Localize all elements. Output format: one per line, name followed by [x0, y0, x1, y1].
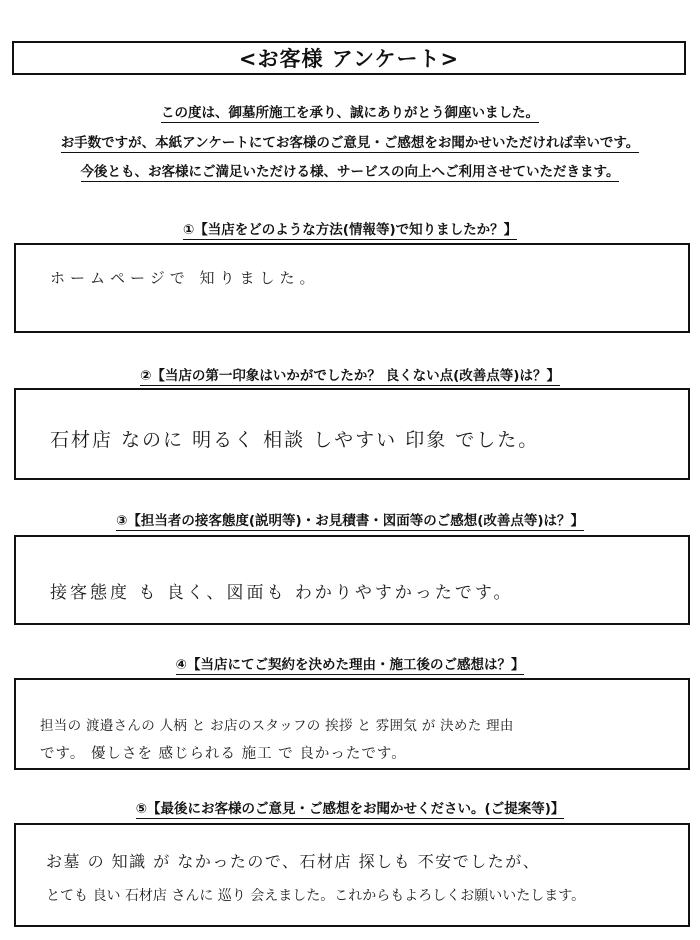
question-1-label [0, 221, 700, 239]
intro-text-3: 今後とも、お客様にご満足いただける様、サービスの向上へご利用させていただきます。 [80, 164, 620, 180]
answer-box-1 [14, 243, 690, 333]
intro-text-2: お手数ですが、本紙アンケートにてお客様のご意見・ご感想をお聞かせいただければ幸いです。 [60, 135, 640, 151]
intro-text-1: この度は、御墓所施工を承り、誠にありがとう御座いました。 [161, 105, 539, 121]
answer-box-2 [14, 388, 690, 480]
question-5-label [0, 800, 700, 818]
answer-box-5 [14, 823, 690, 927]
answer-4-line-1: 担当の 渡邉さんの 人柄 と お店のスタッフの 挨拶 と 雰囲気 が 決めた 理由 [40, 718, 514, 734]
answer-box-4 [14, 678, 690, 770]
answer-4-line-2: です。 優しさを 感じられる 施工 で 良かったです。 [40, 746, 407, 762]
survey-title: <お客様 アンケート> [12, 41, 686, 75]
question-2-text: ②【当店の第一印象はいかがでしたか？ 良くない点(改善点等)は？】 [140, 368, 560, 384]
answer-5-line-1: お墓 の 知識 が なかったので、石材店 探しも 不安でしたが、 [46, 852, 541, 871]
intro-line-1 [0, 104, 700, 122]
answer-1-line-1: ホームページで 知りました。 [50, 269, 320, 287]
question-3-text: ③【担当者の接客態度(説明等)・お見積書・図面等のご感想(改善点等)は？】 [115, 513, 585, 529]
answer-3-line-1: 接客態度 も 良く、図面も わかりやすかったです。 [50, 583, 514, 603]
question-2-label [0, 367, 700, 385]
question-4-label [0, 656, 700, 674]
question-5-text: ⑤【最後にお客様のご意見・ご感想をお聞かせください。(ご提案等)】 [135, 801, 565, 817]
question-4-text: ④【当店にてご契約を決めた理由・施工後のご感想は？】 [175, 657, 525, 673]
question-1-text: ①【当店をどのような方法(情報等)で知りましたか？】 [182, 222, 518, 238]
answer-box-3 [14, 535, 690, 625]
answer-2-line-1: 石材店 なのに 明るく 相談 しやすい 印象 でした。 [50, 429, 540, 451]
intro-line-3 [0, 163, 700, 181]
answer-5-line-2: とても 良い 石材店 さんに 巡り 会えました。これからもよろしくお願いいたします。 [46, 888, 586, 904]
question-3-label [0, 512, 700, 530]
intro-line-2 [0, 134, 700, 152]
